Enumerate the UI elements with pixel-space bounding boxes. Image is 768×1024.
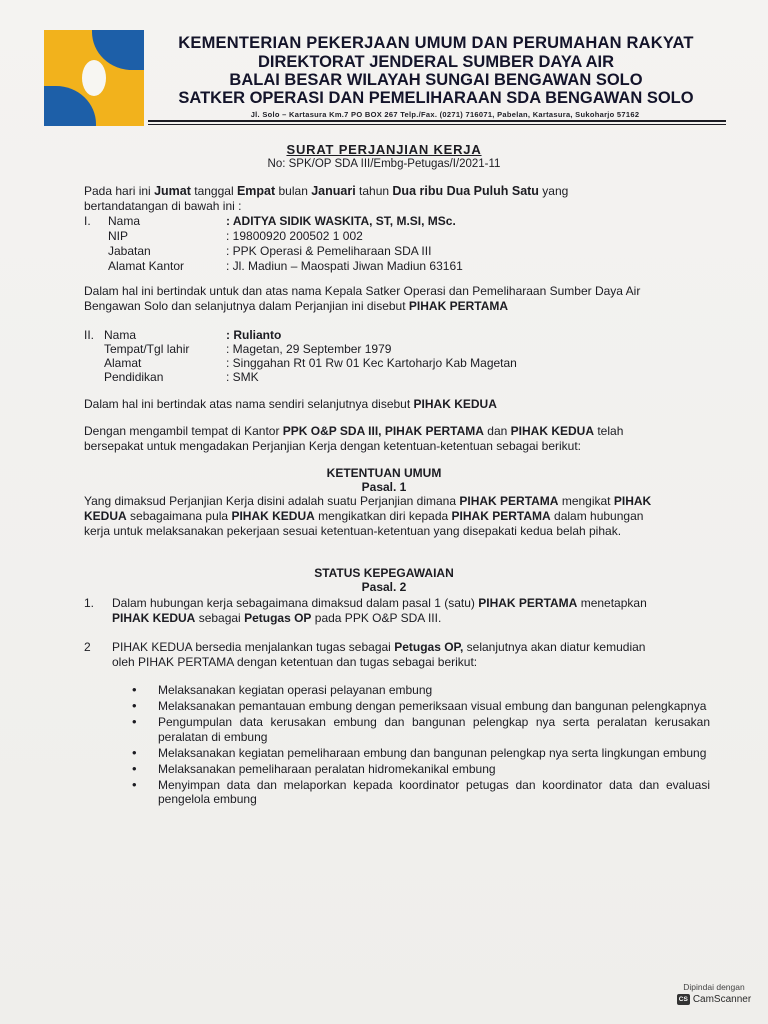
section2-heading: STATUS KEPEGAWAIAN xyxy=(314,566,454,580)
section2-item1-line-2: PIHAK KEDUA sebagai Petugas OP pada PPK O&P SDA III. xyxy=(112,611,442,625)
party2-label-pendidikan: Pendidikan xyxy=(104,370,164,384)
bullet-icon: • xyxy=(132,682,137,697)
section2-item2-line-2: oleh PIHAK PERTAMA dengan ketentuan dan tugas sebagai berikut: xyxy=(112,655,478,669)
section1-line-1: Yang dimaksud Perjanjian Kerja disini adalah suatu Perjanjian dimana PIHAK PERTAMA mengikat PIHAK xyxy=(84,494,652,508)
intro-line-2: bertandatangan di bawah ini : xyxy=(84,199,242,213)
party1-description-line-1: Dalam hal ini bertindak untuk dan atas nama Kepala Satker Operasi dan Pemeliharaan Sumber Daya Air xyxy=(84,284,641,298)
party1-value-nip: : 19800920 200502 1 002 xyxy=(226,229,363,243)
party1-label-alamat: Alamat Kantor xyxy=(108,259,185,273)
letterhead-rule-thick xyxy=(148,120,726,122)
letterhead-rule-thin xyxy=(148,124,726,125)
section1-heading: KETENTUAN UMUM xyxy=(326,466,442,480)
bullet-icon: • xyxy=(132,744,137,760)
party2-label-alamat: Alamat xyxy=(104,356,142,370)
bullet-icon: • xyxy=(132,698,137,713)
bullet-icon: • xyxy=(132,760,137,776)
scanner-caption: Dipindai dengan xyxy=(683,982,745,992)
duties-list xyxy=(130,683,710,808)
document-title: SURAT PERJANJIAN KERJA xyxy=(286,142,482,157)
list-item: • Melaksanakan pemeliharaan peralatan hidromekanikal embung xyxy=(132,760,496,776)
party2-label-birth: Tempat/Tgl lahir xyxy=(104,342,190,356)
letterhead-ministry: KEMENTERIAN PEKERJAAN UMUM DAN PERUMAHAN RAKYAT xyxy=(178,34,694,52)
list-item: • Pengumpulan data kerusakan embung dan bangunan pelengkap nya serta peralatan kerusakan peralatan di embung xyxy=(132,714,710,744)
section1-line-2: KEDUA sebagaimana pula PIHAK KEDUA mengikatkan diri kepada PIHAK PERTAMA dalam hubungan xyxy=(84,509,644,523)
bullet-icon: • xyxy=(132,776,137,792)
party1-description-line-2: Bengawan Solo dan selanjutnya dalam Perjanjian ini disebut PIHAK PERTAMA xyxy=(84,299,509,313)
scanner-brand: CamScanner xyxy=(692,994,752,1005)
bullet-icon: • xyxy=(132,714,137,729)
section1-line-3: kerja untuk melaksanakan pekerjaan sesuai ketentuan-ketentuan yang disepakati kedua belah pihak. xyxy=(84,524,622,538)
party2-description: Dalam hal ini bertindak atas nama sendiri selanjutnya disebut PIHAK KEDUA xyxy=(84,397,497,411)
document-number: No: SPK/OP SDA III/Embg-Petugas/I/2021-11 xyxy=(267,158,501,170)
party1-label-nip: NIP xyxy=(108,229,129,243)
party1-value-jabatan: : PPK Operasi & Pemeliharaan SDA III xyxy=(226,244,432,258)
party1-label-name: Nama xyxy=(108,214,141,228)
party2-number: II. xyxy=(84,328,95,342)
section1-pasal: Pasal. 1 xyxy=(361,480,407,494)
section2-item2-line-1: PIHAK KEDUA bersedia menjalankan tugas sebagai Petugas OP, selanjutnya akan diatur kemudian xyxy=(112,640,646,654)
party1-number: I. xyxy=(84,214,91,228)
camscanner-watermark xyxy=(668,982,760,1005)
camscanner-icon: CS xyxy=(678,996,688,1003)
letterhead-directorate: DIREKTORAT JENDERAL SUMBER DAYA AIR xyxy=(257,53,615,71)
letterhead-address: Jl. Solo – Kartasura Km.7 PO BOX 267 Telp./Fax. (0271) 716071, Pabelan, Kartasura, Sukoharjo 57162 xyxy=(250,110,640,119)
party1-value-alamat: : Jl. Madiun – Maospati Jiwan Madiun 63161 xyxy=(226,259,463,273)
letterhead-balai: BALAI BESAR WILAYAH SUNGAI BENGAWAN SOLO xyxy=(229,71,643,89)
section2-pasal: Pasal. 2 xyxy=(361,580,407,594)
list-item: • Melaksanakan kegiatan pemeliharaan embung dan bangunan pelengkap nya serta lingkungan embung xyxy=(132,744,707,760)
section2-item2-number: 2 xyxy=(84,640,91,654)
agreement-line-2: bersepakat untuk mengadakan Perjanjian Kerja dengan ketentuan-ketentuan sebagai berikut: xyxy=(84,439,582,453)
party2-value-alamat: : Singgahan Rt 01 Rw 01 Kec Kartoharjo Kab Magetan xyxy=(226,356,517,370)
list-item: • Menyimpan data dan melaporkan kepada koordinator petugas dan koordinator data dan evaluasi pengelola embung xyxy=(132,776,710,806)
party2-value-birth: : Magetan, 29 September 1979 xyxy=(226,342,392,356)
intro-line-1: Pada hari ini Jumat tanggal Empat bulan Januari tahun Dua ribu Dua Puluh Satu yang xyxy=(84,184,569,198)
agreement-line-1: Dengan mengambil tempat di Kantor PPK O&P SDA III, PIHAK PERTAMA dan PIHAK KEDUA telah xyxy=(84,424,624,438)
party2-value-pendidikan: : SMK xyxy=(226,370,259,384)
section2-item1-line-1: Dalam hubungan kerja sebagaimana dimaksud dalam pasal 1 (satu) PIHAK PERTAMA menetapkan xyxy=(112,596,647,610)
letterhead-satker: SATKER OPERASI DAN PEMELIHARAAN SDA BENGAWAN SOLO xyxy=(178,89,694,107)
letterhead xyxy=(146,34,726,108)
list-item: • Melaksanakan pemantauan embung dengan pemeriksaan visual embung dan bangunan pelengkapnya xyxy=(132,698,707,713)
party2-value-name: : Rulianto xyxy=(226,328,282,342)
party1-value-name: : ADITYA SIDIK WASKITA, ST, M.SI, MSc. xyxy=(226,214,456,228)
list-item: • Melaksanakan kegiatan operasi pelayanan embung xyxy=(132,682,433,697)
party2-label-name: Nama xyxy=(104,328,137,342)
section2-item1-number: 1. xyxy=(84,596,95,610)
pupr-logo xyxy=(44,30,144,126)
party1-label-jabatan: Jabatan xyxy=(108,244,151,258)
